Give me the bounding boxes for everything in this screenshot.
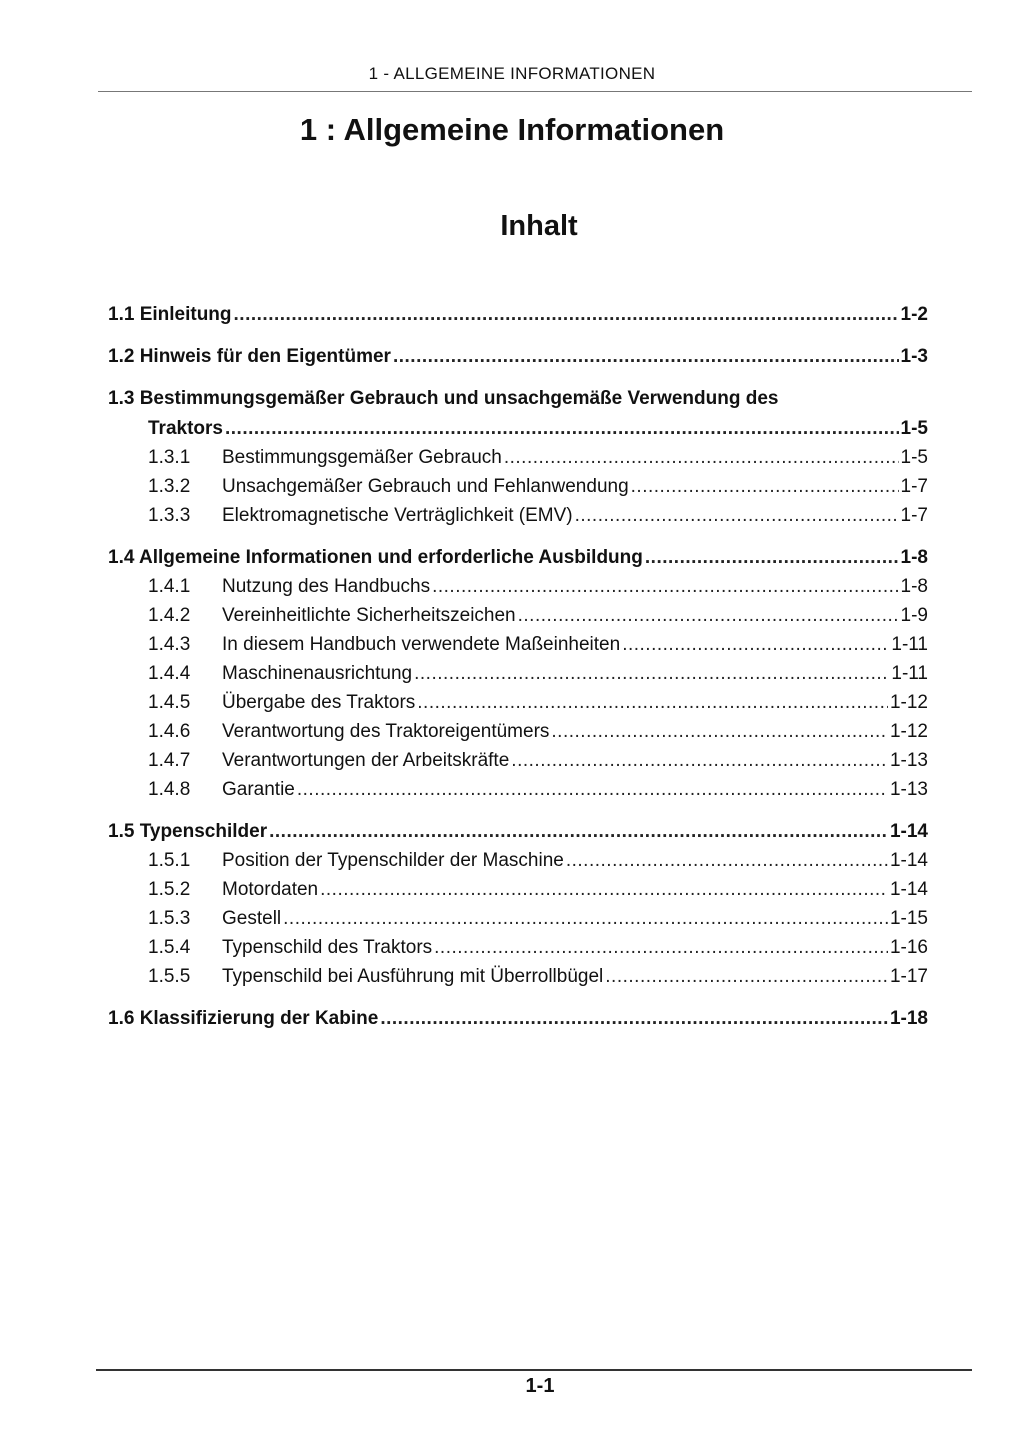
toc-label: Übergabe des Traktors [222, 692, 416, 713]
toc-group-1-2 [108, 342, 928, 371]
toc-group-1-4 [108, 543, 928, 804]
toc-page: 1-14 [889, 879, 928, 900]
toc-label: Verantwortung des Traktoreigentümers [222, 721, 550, 742]
toc-number: 1.4.8 [148, 779, 191, 800]
toc-page: 1-9 [900, 605, 928, 626]
toc-label: 1.4 Allgemeine Informationen und erforderliche Ausbildung [108, 547, 643, 568]
toc-page: 1-7 [900, 505, 928, 526]
dot-leader [432, 572, 898, 601]
dot-leader [434, 933, 888, 962]
toc-number: 1.4.2 [148, 605, 191, 626]
dot-leader [566, 846, 888, 875]
toc-label: Garantie [222, 779, 295, 800]
toc-entry-1-4-7[interactable] [108, 746, 928, 775]
toc-entry-1-3-1[interactable] [108, 443, 928, 472]
dot-leader [234, 300, 899, 329]
toc-label: Elektromagnetische Verträglichkeit (EMV) [222, 505, 573, 526]
toc-entry-1-4-8[interactable] [108, 775, 928, 804]
toc-number: 1.4.1 [148, 576, 191, 597]
toc-label: Maschinenausrichtung [222, 663, 413, 684]
toc-label: Traktors [148, 418, 223, 439]
toc-entry-1-4-2[interactable] [108, 601, 928, 630]
toc-label: Unsachgemäßer Gebrauch und Fehlanwendung [222, 476, 629, 497]
toc-entry-1-3-2[interactable] [108, 472, 928, 501]
toc-number: 1.5.1 [148, 850, 191, 871]
toc-label: Motordaten [222, 879, 319, 900]
toc-group-1-6 [108, 1004, 928, 1033]
toc-entry-1-4-1[interactable] [108, 572, 928, 601]
toc-number: 1.3.2 [148, 476, 191, 497]
toc-label: 1.3 Bestimmungsgemäßer Gebrauch und unsachgemäße Verwendung des [108, 388, 779, 409]
toc-page: 1-18 [889, 1008, 928, 1029]
toc-label: Typenschild des Traktors [222, 937, 433, 958]
dot-leader [511, 746, 888, 775]
toc-label: Bestimmungsgemäßer Gebrauch [222, 447, 502, 468]
toc-number: 1.4.3 [148, 634, 191, 655]
dot-leader [605, 962, 888, 991]
toc-group-1-1 [108, 300, 928, 329]
dot-leader [417, 688, 888, 717]
toc-label: 1.6 Klassifizierung der Kabine [108, 1008, 379, 1029]
running-header: 1 - ALLGEMEINE INFORMATIONEN [368, 64, 656, 83]
toc-label: Gestell [222, 908, 282, 929]
dot-leader [551, 717, 888, 746]
toc-page: 1-5 [900, 418, 928, 439]
dot-leader [631, 472, 899, 501]
dot-leader [393, 342, 899, 371]
toc-label: Verantwortungen der Arbeitskräfte [222, 750, 510, 771]
dot-leader [269, 817, 888, 846]
toc-page: 1-15 [889, 908, 928, 929]
toc-number: 1.4.6 [148, 721, 191, 742]
toc-number: 1.4.5 [148, 692, 191, 713]
dot-leader [504, 443, 899, 472]
toc-group-1-5 [108, 817, 928, 991]
contents-heading: Inhalt [500, 210, 578, 242]
page-number: 1-1 [525, 1375, 555, 1397]
toc-page: 1-8 [900, 547, 928, 568]
toc-page: 1-14 [889, 821, 928, 842]
toc-entry-hinweis-eigentuemer[interactable] [108, 342, 928, 371]
toc-entry-1-3-3[interactable] [108, 501, 928, 530]
toc-entry-klassifizierung-kabine[interactable] [108, 1004, 928, 1033]
toc-page: 1-5 [900, 447, 928, 468]
toc-entry-1-5-1[interactable] [108, 846, 928, 875]
toc-label: Nutzung des Handbuchs [222, 576, 431, 597]
toc-entry-1-4-4[interactable] [108, 659, 928, 688]
toc-page: 1-14 [889, 850, 928, 871]
toc-entry-1-5-3[interactable] [108, 904, 928, 933]
toc-entry-1-4-3[interactable] [108, 630, 928, 659]
toc-number: 1.3.3 [148, 505, 191, 526]
toc-page: 1-11 [891, 634, 928, 655]
toc-number: 1.5.5 [148, 966, 191, 987]
toc-entry-1-5-2[interactable] [108, 875, 928, 904]
toc-group-1-3 [108, 384, 928, 530]
toc-page: 1-12 [889, 721, 928, 742]
toc-page: 1-13 [889, 750, 928, 771]
dot-leader [320, 875, 888, 904]
toc-label: Typenschild bei Ausführung mit Überrollbügel [222, 966, 604, 987]
toc-number: 1.4.4 [148, 663, 191, 684]
toc-page: 1-2 [900, 304, 928, 325]
footer-rule [96, 1369, 972, 1371]
toc-page: 1-7 [900, 476, 928, 497]
toc-page: 1-13 [889, 779, 928, 800]
toc-number: 1.5.3 [148, 908, 191, 929]
toc-label: 1.2 Hinweis für den Eigentümer [108, 346, 391, 367]
toc-page: 1-11 [891, 663, 928, 684]
toc-entry-1-4-5[interactable] [108, 688, 928, 717]
table-of-contents [108, 300, 928, 1046]
dot-leader [297, 775, 888, 804]
toc-page: 1-12 [889, 692, 928, 713]
toc-entry-gebrauch-line2[interactable] [108, 414, 928, 443]
toc-label: 1.1 Einleitung [108, 304, 232, 325]
toc-entry-einleitung[interactable] [108, 300, 928, 329]
toc-number: 1.3.1 [148, 447, 191, 468]
dot-leader [283, 904, 888, 933]
toc-number: 1.5.4 [148, 937, 191, 958]
toc-entry-1-4-6[interactable] [108, 717, 928, 746]
toc-page: 1-3 [900, 346, 928, 367]
toc-label: Vereinheitlichte Sicherheitszeichen [222, 605, 516, 626]
dot-leader [225, 414, 899, 443]
toc-page: 1-16 [889, 937, 928, 958]
chapter-title: 1 : Allgemeine Informationen [299, 112, 725, 147]
dot-leader [645, 543, 899, 572]
dot-leader [380, 1004, 888, 1033]
dot-leader [575, 501, 899, 530]
toc-entry-1-5-4[interactable] [108, 933, 928, 962]
dot-leader [414, 659, 889, 688]
toc-entry-allgemeine-informationen[interactable] [108, 543, 928, 572]
toc-entry-gebrauch-line1[interactable] [108, 384, 928, 414]
toc-entry-typenschilder[interactable] [108, 817, 928, 846]
toc-page: 1-8 [900, 576, 928, 597]
toc-label: Position der Typenschilder der Maschine [222, 850, 564, 871]
header-rule [98, 91, 972, 92]
toc-page: 1-17 [889, 966, 928, 987]
dot-leader [622, 630, 889, 659]
toc-number: 1.5.2 [148, 879, 191, 900]
toc-label: 1.5 Typenschilder [108, 821, 268, 842]
dot-leader [518, 601, 899, 630]
toc-entry-1-5-5[interactable] [108, 962, 928, 991]
toc-number: 1.4.7 [148, 750, 191, 771]
toc-label: In diesem Handbuch verwendete Maßeinheiten [222, 634, 621, 655]
